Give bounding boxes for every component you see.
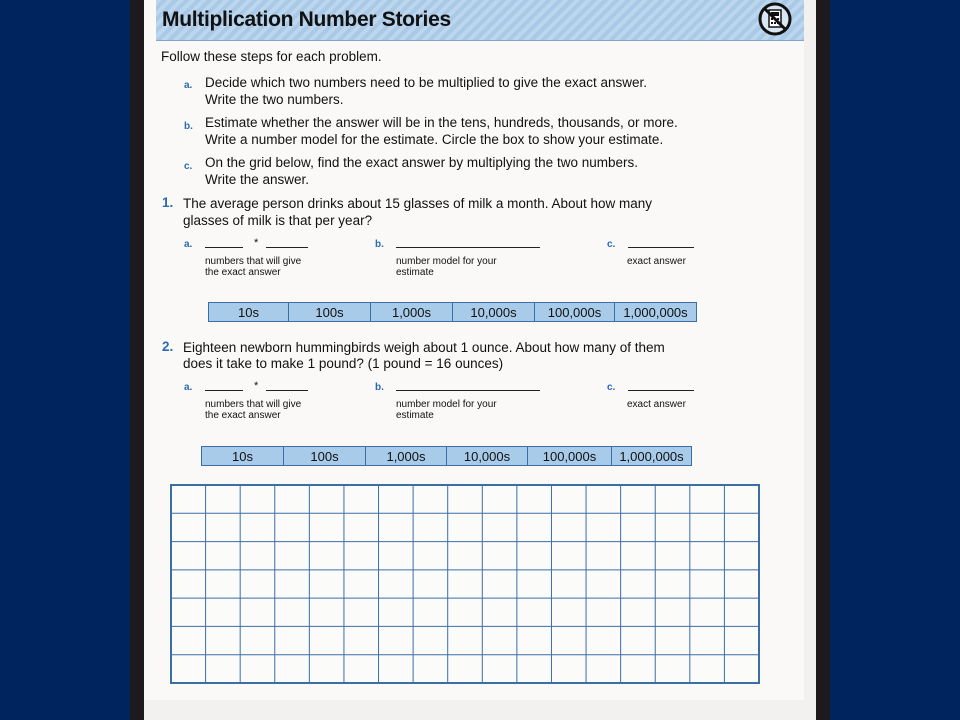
left-background [0, 0, 130, 720]
problem-2-a-caption-1: numbers that will give [205, 399, 302, 410]
problem-2-b-caption-2: estimate [396, 410, 434, 421]
problem-2-b-letter: b. [375, 382, 384, 393]
problem-2-factor-1-blank[interactable] [205, 390, 243, 391]
problem-1-b-caption-2: estimate [396, 267, 434, 278]
problem-1-estimate-blank[interactable] [396, 247, 540, 248]
step-b-line-2: Write a number model for the estimate. Circle the box to show your estimate. [205, 132, 664, 147]
problem-2-c-letter: c. [607, 382, 616, 393]
problem-1-a-letter: a. [184, 239, 193, 250]
problem-1-box-1000000s[interactable]: 1,000,000s [623, 304, 688, 320]
problem-1-line-2: glasses of milk is that per year? [183, 213, 373, 228]
problem-2-box-1000s[interactable]: 1,000s [366, 447, 447, 465]
problem-1-factor-1-blank[interactable] [205, 247, 243, 248]
grid-border [171, 485, 759, 683]
problem-1-number: 1. [162, 195, 174, 210]
step-b-line-1: Estimate whether the answer will be in the tens, hundreds, thousands, or more. [205, 115, 678, 130]
problem-1-line-1: The average person drinks about 15 glasses of milk a month. About how many [183, 196, 653, 211]
problem-1-times-sign: * [254, 237, 259, 249]
problem-2-number: 2. [162, 339, 174, 354]
problem-2-box-1000000s[interactable]: 1,000,000s [619, 448, 684, 464]
step-c-line-2: Write the answer. [205, 172, 310, 187]
left-border-stripe [130, 0, 144, 720]
problem-1-box-1000s[interactable]: 1,000s [371, 303, 453, 321]
problem-1-box-100000s[interactable]: 100,000s [535, 303, 615, 321]
step-a-letter: a. [184, 80, 193, 91]
problem-2-times-sign: * [254, 380, 259, 392]
problem-1-c-caption: exact answer [627, 256, 686, 267]
problem-2-answer-blank[interactable] [628, 390, 694, 391]
page-title: Multiplication Number Stories [162, 8, 451, 31]
problem-2-box-10000s[interactable]: 10,000s [447, 447, 528, 465]
problem-1-c-letter: c. [607, 239, 616, 250]
problem-1-box-100s[interactable]: 100s [289, 303, 371, 321]
problem-1-a-caption-1: numbers that will give [205, 256, 302, 267]
problem-1-b-letter: b. [375, 239, 384, 250]
problem-2-b-caption-1: number model for your [396, 399, 497, 410]
step-c-letter: c. [184, 161, 193, 172]
problem-1-box-10s[interactable]: 10s [209, 303, 289, 321]
problem-2-box-100000s[interactable]: 100,000s [528, 447, 612, 465]
problem-2-box-10s[interactable]: 10s [202, 447, 284, 465]
problem-2-a-letter: a. [184, 382, 193, 393]
instructions-intro: Follow these steps for each problem. [161, 49, 382, 64]
step-a-line-2: Write the two numbers. [205, 92, 344, 107]
worksheet-photo [144, 0, 816, 720]
problem-2-estimate-blank[interactable] [396, 390, 540, 391]
problem-2-a-caption-2: the exact answer [205, 410, 281, 421]
step-a-line-1: Decide which two numbers need to be multiplied to give the exact answer. [205, 75, 647, 90]
right-border-stripe [816, 0, 830, 720]
title-bar [156, 0, 804, 41]
problem-2-line-2: does it take to make 1 pound? (1 pound = 16 ounces) [183, 356, 504, 371]
step-c-line-1: On the grid below, find the exact answer by multiplying the two numbers. [205, 155, 638, 170]
worksheet-page [144, 0, 804, 700]
problem-2-factor-2-blank[interactable] [266, 390, 308, 391]
problem-1-factor-2-blank[interactable] [266, 247, 308, 248]
problem-1-answer-blank[interactable] [628, 247, 694, 248]
problem-2-c-caption: exact answer [627, 399, 686, 410]
step-b-letter: b. [184, 121, 193, 132]
problem-1-estimate-boxes [208, 302, 697, 322]
work-grid[interactable] [170, 484, 760, 684]
no-calculator-icon [754, 2, 796, 36]
problem-1-a-caption-2: the exact answer [205, 267, 281, 278]
problem-1-b-caption-1: number model for your [396, 256, 497, 267]
problem-2-box-100s[interactable]: 100s [284, 447, 366, 465]
problem-2-estimate-boxes [201, 446, 692, 466]
problem-2-line-1: Eighteen newborn hummingbirds weigh about 1 ounce. About how many of them [183, 340, 665, 355]
problem-1-box-10000s[interactable]: 10,000s [453, 303, 535, 321]
